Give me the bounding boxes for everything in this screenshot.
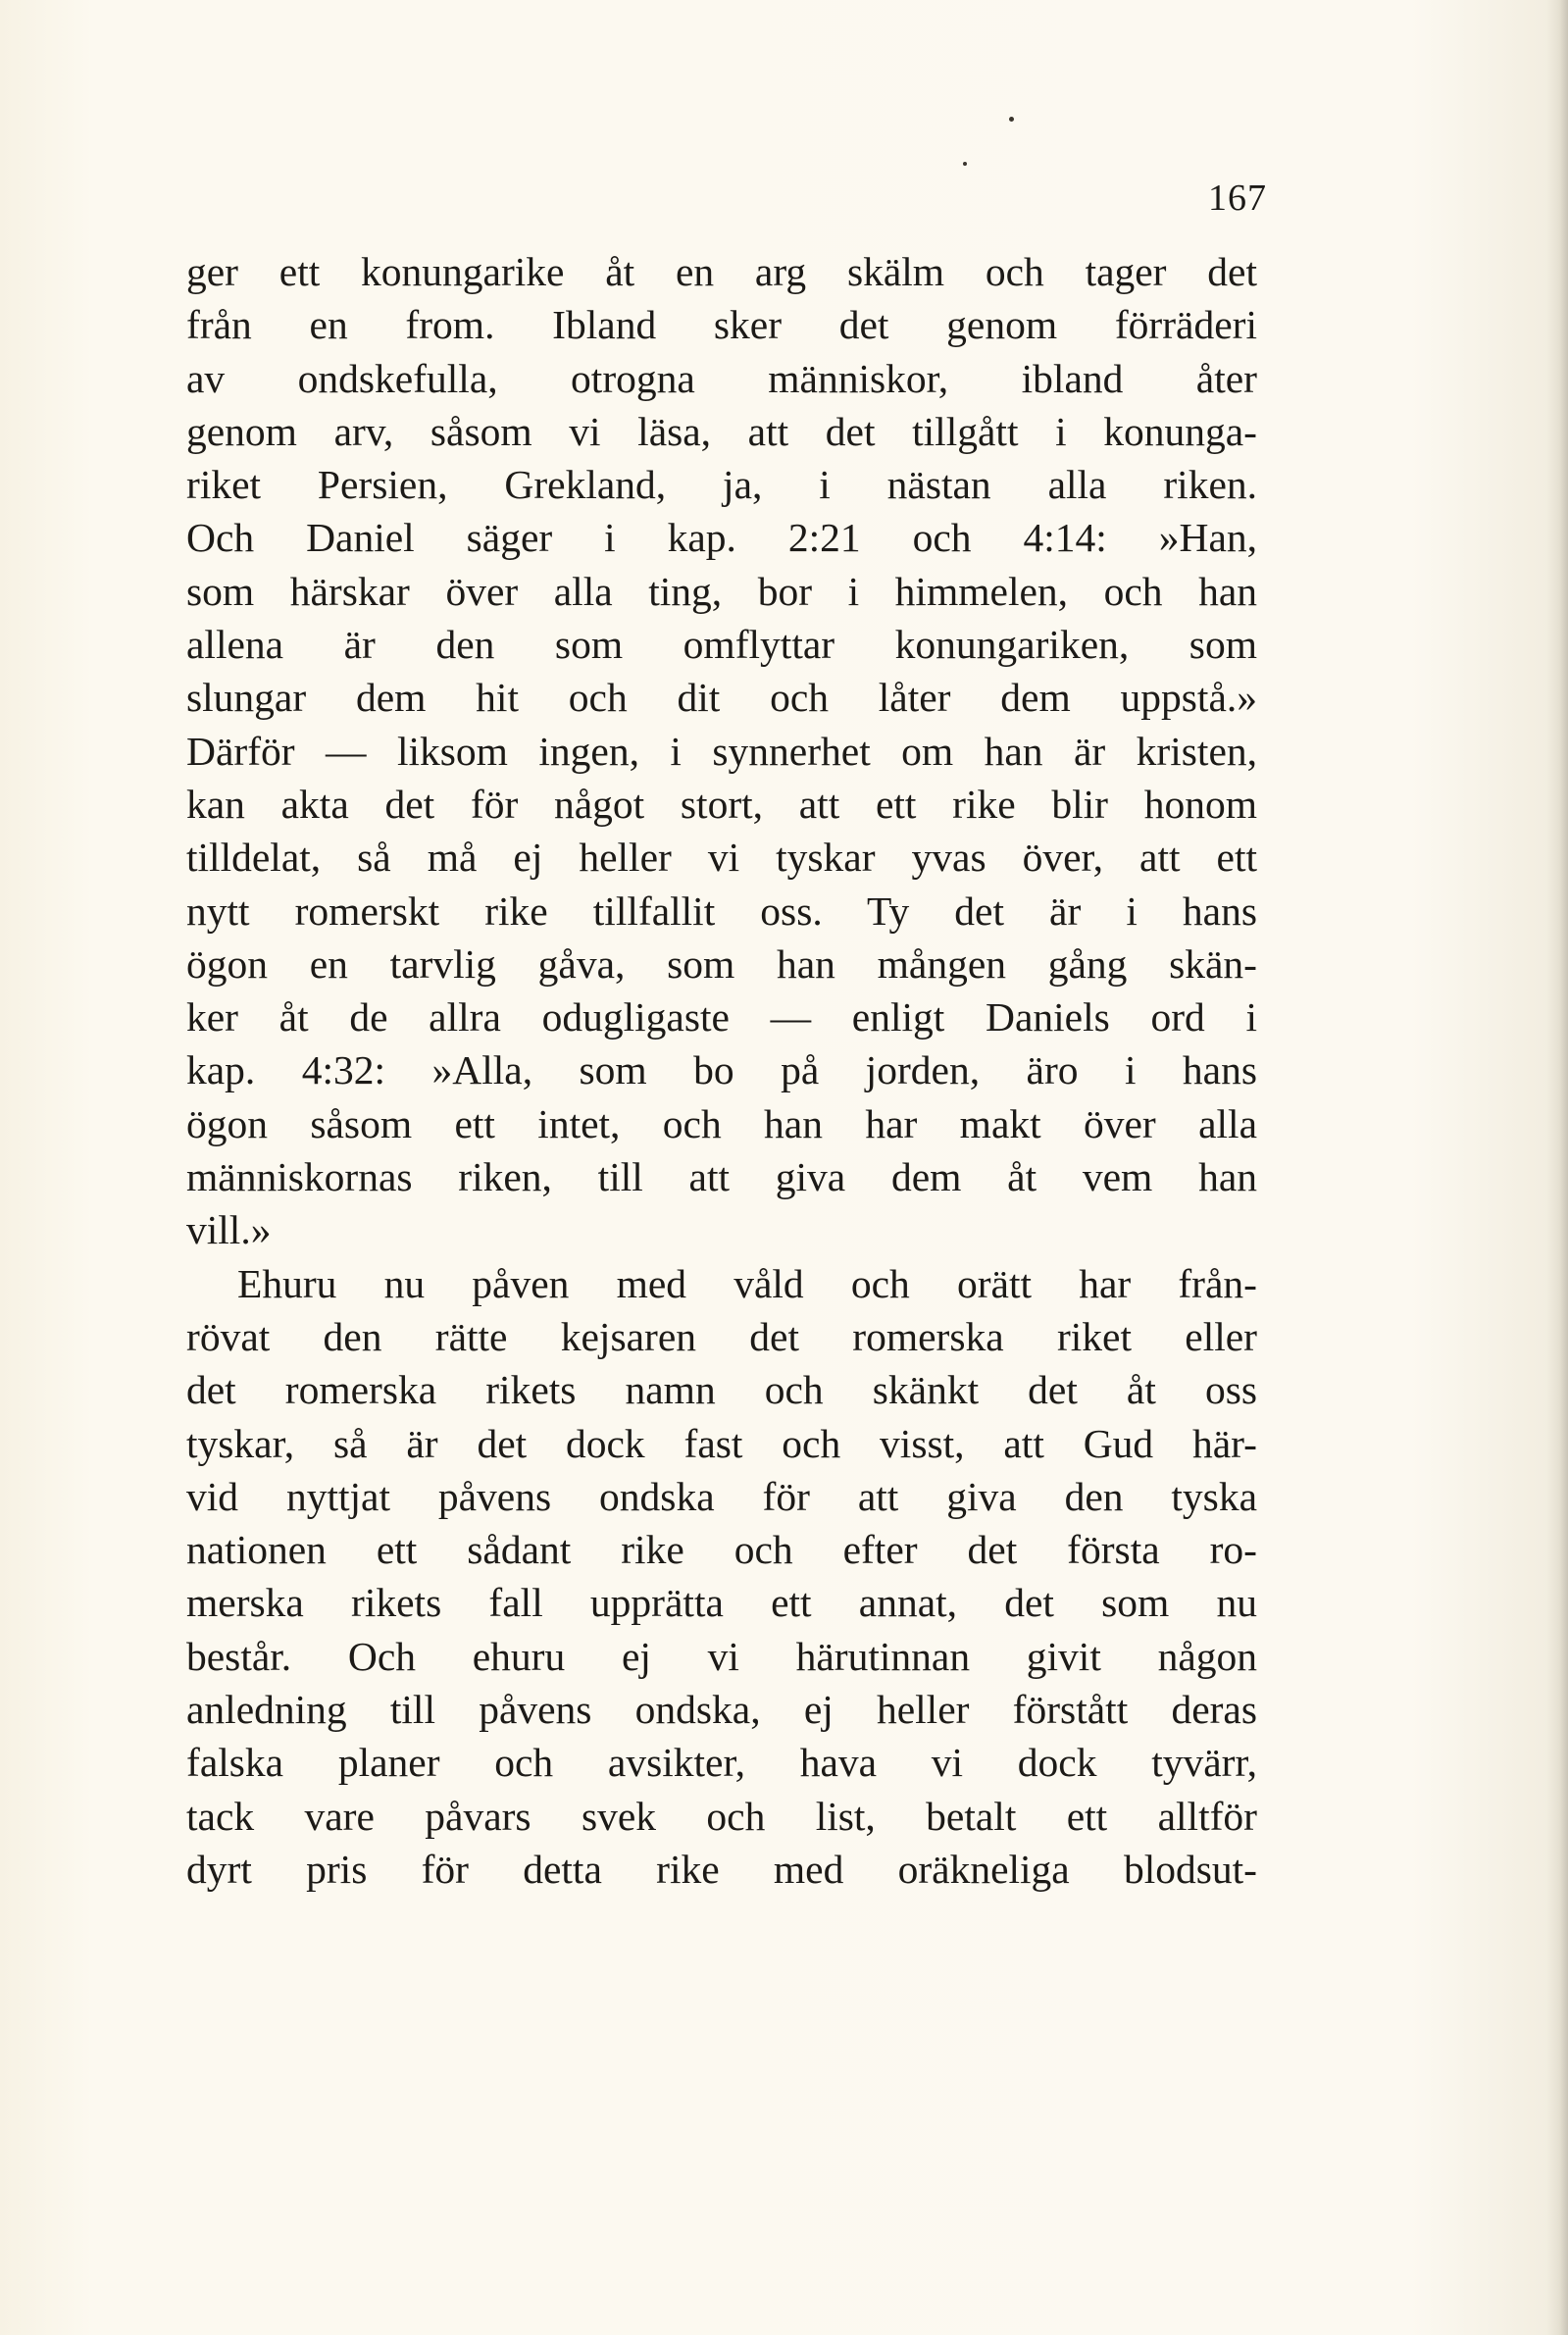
print-speck <box>1009 117 1014 122</box>
text-line: slungar dem hit och dit och låter dem uppstå.» <box>186 675 1257 721</box>
paragraph-2 <box>186 1257 1257 1897</box>
text-line: nationen ett sådant rike och efter det första ro- <box>186 1527 1257 1573</box>
text-line: kap. 4:32: »Alla, som bo på jorden, äro i hans <box>186 1047 1257 1093</box>
text-line: kan akta det för något stort, att ett rike blir honom <box>186 781 1257 827</box>
page-number: 167 <box>1208 178 1267 219</box>
text-line: människornas riken, till att giva dem åt vem han <box>186 1154 1257 1200</box>
text-line: ögon såsom ett intet, och han har makt över alla <box>186 1100 1257 1146</box>
text-line: Och Daniel säger i kap. 2:21 och 4:14: »Han, <box>186 515 1257 561</box>
text-line: av ondskefulla, otrogna människor, ibland åter <box>186 355 1257 401</box>
text-line: riket Persien, Grekland, ja, i nästan alla riken. <box>186 462 1257 508</box>
print-speck <box>963 162 967 166</box>
text-line: anledning till påvens ondska, ej heller förstått deras <box>186 1687 1257 1733</box>
text-line: ker åt de allra odugligaste — enligt Daniels ord i <box>186 994 1257 1041</box>
text-line: tilldelat, så må ej heller vi tyskar yvas över, att ett <box>186 835 1257 881</box>
page-edge-shadow <box>1546 0 1568 2335</box>
text-line: tyskar, så är det dock fast och visst, att Gud här- <box>186 1420 1257 1466</box>
text-line: vid nyttjat påvens ondska för att giva den tyska <box>186 1473 1257 1519</box>
text-line: falska planer och avsikter, hava vi dock tyvärr, <box>186 1740 1257 1786</box>
text-line: Därför — liksom ingen, i synnerhet om han är kristen, <box>186 728 1257 774</box>
text-line: vill.» <box>186 1207 272 1253</box>
text-line: det romerska rikets namn och skänkt det åt oss <box>186 1367 1257 1413</box>
text-line: nytt romerskt rike tillfallit oss. Ty det är i hans <box>186 888 1257 934</box>
text-line: består. Och ehuru ej vi härutinnan givit någon <box>186 1633 1257 1679</box>
text-line: ger ett konungarike åt en arg skälm och tager det <box>186 249 1257 294</box>
text-line: merska rikets fall upprätta ett annat, det som nu <box>186 1580 1257 1626</box>
body-text <box>186 245 1257 1896</box>
text-line: Ehuru nu påven med våld och orätt har från- <box>237 1260 1257 1306</box>
text-line: ögon en tarvlig gåva, som han mången gång skän- <box>186 940 1257 987</box>
text-line: genom arv, såsom vi läsa, att det tillgått i konunga- <box>186 408 1257 454</box>
text-line: som härskar över alla ting, bor i himmelen, och han <box>186 568 1257 614</box>
text-line: från en from. Ibland sker det genom förräderi <box>186 302 1257 348</box>
text-line: rövat den rätte kejsaren det romerska riket eller <box>186 1313 1257 1359</box>
text-line: allena är den som omflyttar konungariken, som <box>186 622 1257 668</box>
text-line: dyrt pris för detta rike med oräkneliga blodsut- <box>186 1846 1257 1892</box>
paragraph-1 <box>186 245 1257 1257</box>
text-line: tack vare påvars svek och list, betalt ett alltför <box>186 1793 1257 1839</box>
